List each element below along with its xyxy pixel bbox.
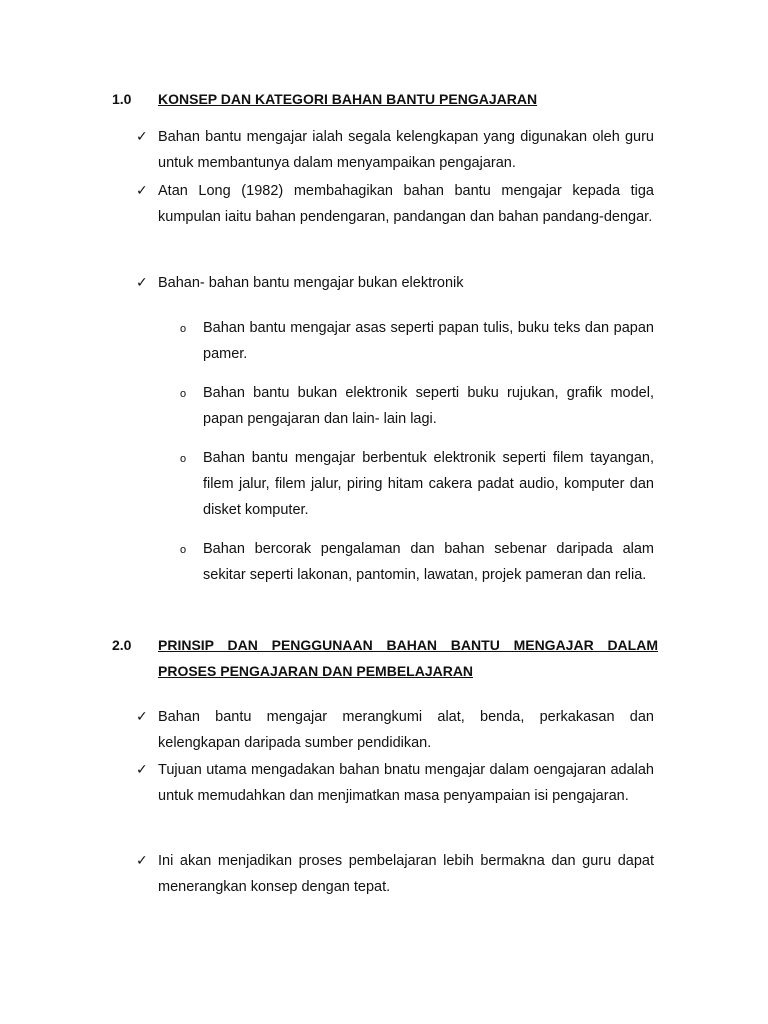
sub-bullet-text: Bahan bantu mengajar asas seperti papan tulis, buku teks dan papan pamer.: [203, 320, 654, 362]
sub-bullet-text: Bahan bercorak pengalaman dan bahan sebenar daripada alam sekitar seperti lakonan, pantomin, lawatan, projek pameran dan relia.: [203, 541, 654, 583]
check-mark-icon: ✓: [136, 129, 148, 145]
bullet-text: Atan Long (1982) membahagikan bahan bantu mengajar kepada tiga kumpulan iaitu bahan pendengaran, pandangan dan bahan pandang-dengar.: [158, 183, 654, 225]
section-1-title: KONSEP DAN KATEGORI BAHAN BANTU PENGAJARAN: [158, 91, 538, 107]
section-2-number: 2.0: [112, 637, 132, 653]
bullet-text: Bahan bantu mengajar ialah segala kelengkapan yang digunakan oleh guru untuk membantunya dalam menyampaikan pengajaran.: [158, 129, 654, 171]
hollow-circle-bullet-icon: o: [180, 453, 187, 465]
hollow-circle-bullet-icon: o: [180, 323, 187, 335]
check-mark-icon: ✓: [136, 762, 148, 778]
sub-bullet-text: Bahan bantu mengajar berbentuk elektronik seperti filem tayangan, filem jalur, filem jalur, piring hitam cakera padat audio, komputer dan disket komputer.: [203, 450, 654, 518]
hollow-circle-bullet-icon: o: [180, 388, 187, 400]
check-mark-icon: ✓: [136, 275, 148, 291]
bullet-text: Bahan- bahan bantu mengajar bukan elektronik: [158, 275, 464, 291]
bullet-text: Tujuan utama mengadakan bahan bnatu mengajar dalam oengajaran adalah untuk memudahkan dan menjimatkan masa penyampaian isi pengajaran.: [158, 762, 654, 804]
sub-bullet-text: Bahan bantu bukan elektronik seperti buku rujukan, grafik model, papan pengajaran dan lain- lain lagi.: [203, 385, 654, 427]
section-1-number: 1.0: [112, 91, 132, 107]
check-mark-icon: ✓: [136, 853, 148, 869]
section-2-title: PRINSIP DAN PENGGUNAAN BAHAN BANTU MENGAJAR DALAM PROSES PENGAJARAN DAN PEMBELAJARAN: [158, 637, 658, 679]
check-mark-icon: ✓: [136, 709, 148, 725]
check-mark-icon: ✓: [136, 183, 148, 199]
bullet-text: Ini akan menjadikan proses pembelajaran lebih bermakna dan guru dapat menerangkan konsep dengan tepat.: [158, 853, 654, 895]
hollow-circle-bullet-icon: o: [180, 544, 187, 556]
bullet-text: Bahan bantu mengajar merangkumi alat, benda, perkakasan dan kelengkapan daripada sumber pendidikan.: [158, 709, 654, 751]
